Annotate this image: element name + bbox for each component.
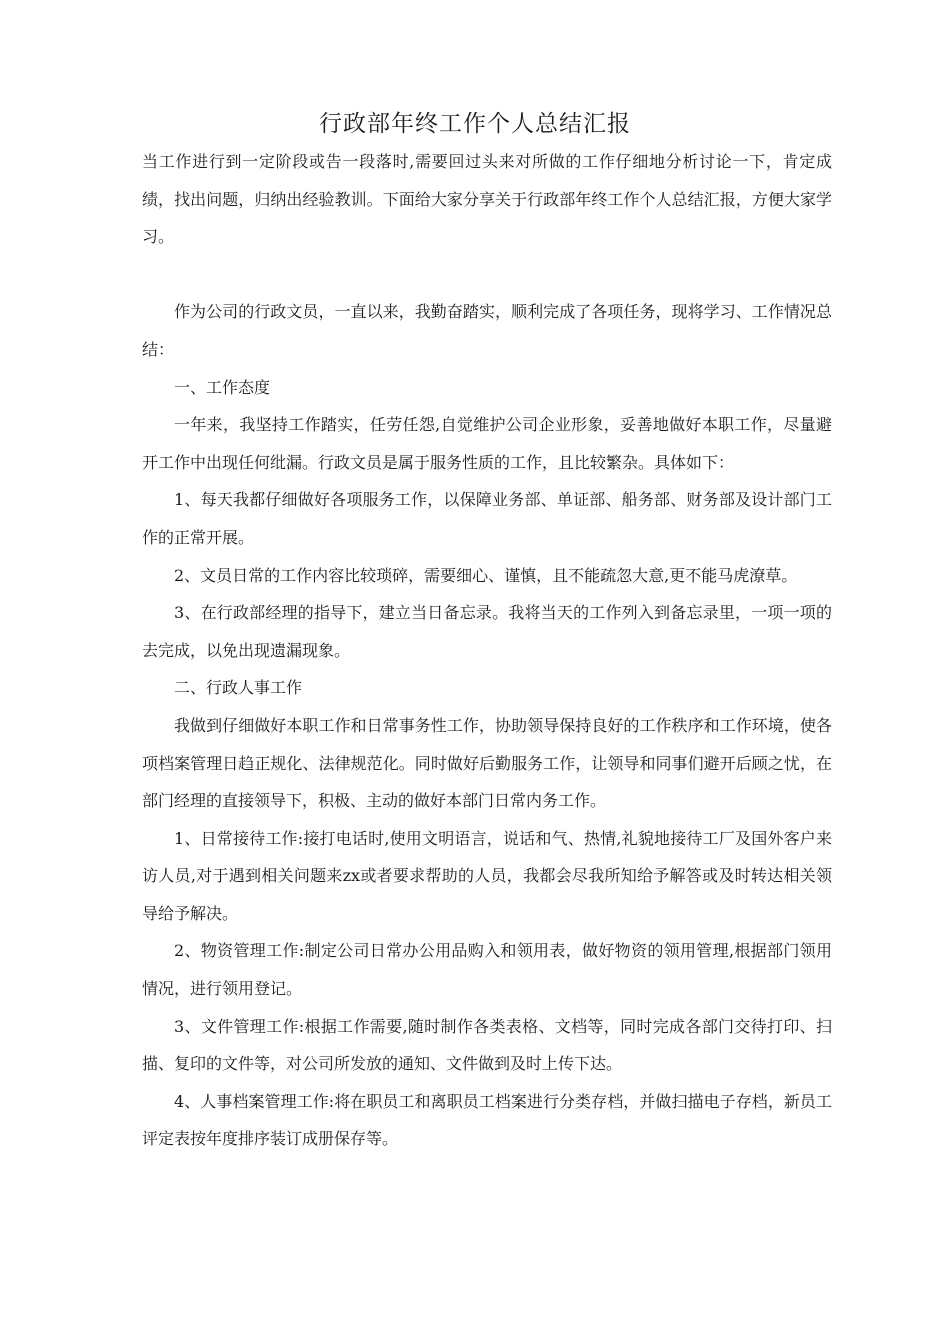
paragraph-work-attitude: 一年来，我坚持工作踏实，任劳任怨,自觉维护公司企业形象，妥善地做好本职工作，尽量避开工作中出现任何纰漏。行政文员是属于服务性质的工作，且比较繁杂。具体如下： xyxy=(142,415,832,472)
list-item-hr-2: 2、物资管理工作:制定公司日常办公用品购入和领用表，做好物资的领用管理,根据部门领用情况，进行领用登记。 xyxy=(142,941,832,999)
paragraph-opening: 作为公司的行政文员，一直以来，我勤奋踏实，顺利完成了各项任务，现将学习、工作情况总结： xyxy=(142,302,832,359)
paragraph-spacer xyxy=(142,256,832,294)
list-item-attitude-1: 1、每天我都仔细做好各项服务工作，以保障业务部、单证部、船务部、财务部及设计部门工作的正常开展。 xyxy=(142,490,832,547)
document-title: 行政部年终工作个人总结汇报 xyxy=(319,111,631,137)
paragraph-admin-hr: 我做到仔细做好本职工作和日常事务性工作，协助领导保持良好的工作秩序和工作环境，使各项档案管理日趋正规化、法律规范化。同时做好后勤服务工作，让领导和同事们避开后顾之忧，在部门经理的直接领导下，积极、主动的做好本部门日常内务工作。 xyxy=(142,715,832,811)
section-heading-admin-hr: 二、行政人事工作 xyxy=(174,678,303,698)
list-item-hr-3: 3、文件管理工作:根据工作需要,随时制作各类表格、文档等，同时完成各部门交待打印、扫描、复印的文件等，对公司所发放的通知、文件做到及时上传下达。 xyxy=(142,1016,832,1074)
section-heading-work-attitude: 一、工作态度 xyxy=(174,377,271,397)
intro-paragraph: 当工作进行到一定阶段或告一段落时,需要回过头来对所做的工作仔细地分析讨论一下，肯定成绩，找出问题，归纳出经验教训。下面给大家分享关于行政部年终工作个人总结汇报，方便大家学习。 xyxy=(142,152,832,247)
list-item-attitude-3: 3、在行政部经理的指导下，建立当日备忘录。我将当天的工作列入到备忘录里，一项一项的去完成，以免出现遗漏现象。 xyxy=(142,603,832,660)
list-item-attitude-2: 2、文员日常的工作内容比较琐碎，需要细心、谨慎，且不能疏忽大意,更不能马虎潦草。 xyxy=(174,565,798,585)
document-body xyxy=(142,143,832,1158)
list-item-hr-4: 4、人事档案管理工作:将在职员工和离职员工档案进行分类存档，并做扫描电子存档，新员工评定表按年度排序装订成册保存等。 xyxy=(142,1091,832,1149)
list-item-hr-1: 1、日常接待工作:接打电话时,使用文明语言，说话和气、热情,礼貌地接待工厂及国外客户来访人员,对于遇到相关问题来zx或者要求帮助的人员，我都会尽我所知给予解答或及时转达相关领导给予解决。 xyxy=(142,828,832,923)
